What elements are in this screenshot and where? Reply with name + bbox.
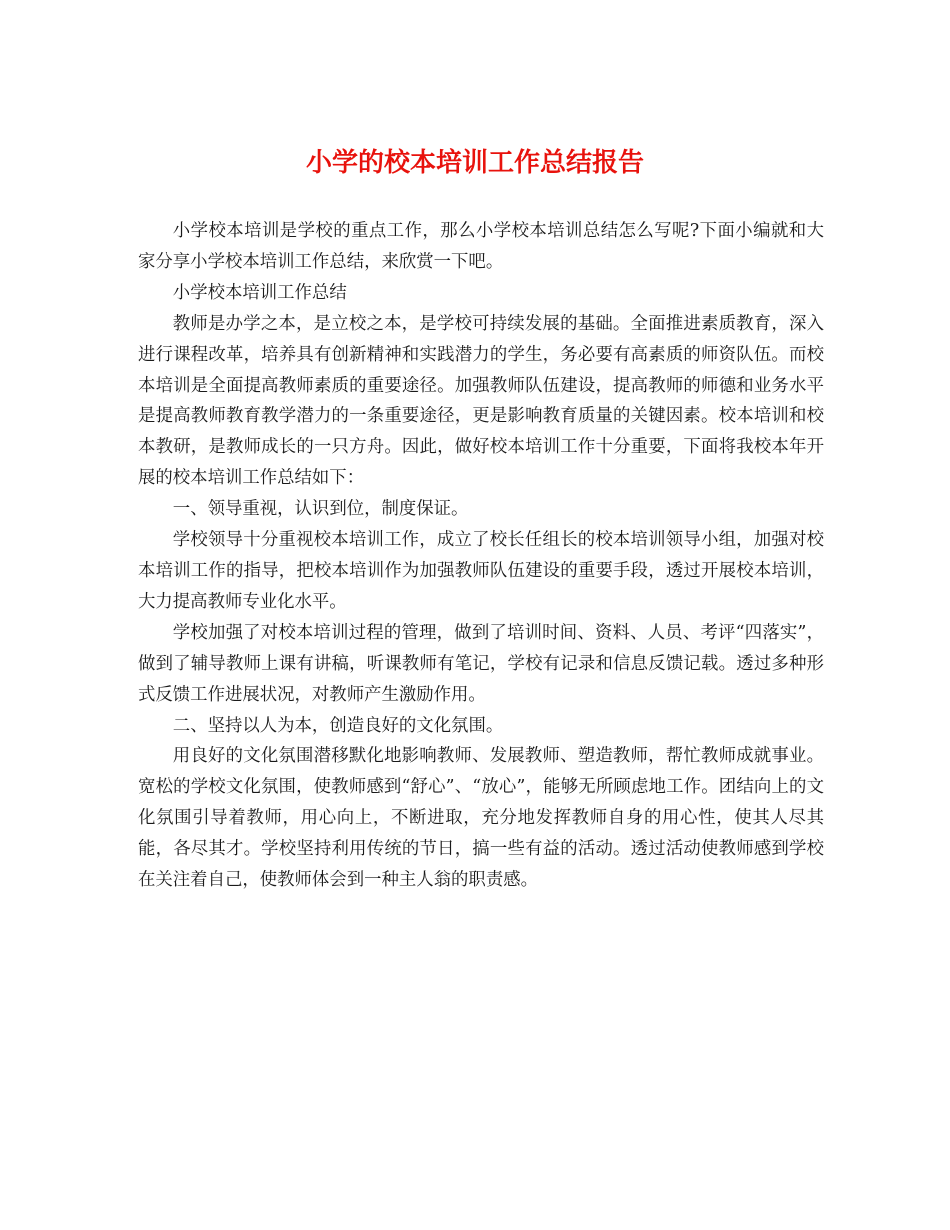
body-paragraph: 学校领导十分重视校本培训工作，成立了校长任组长的校本培训领导小组，加强对校本培训工作的指导，把校本培训作为加强教师队伍建设的重要手段，透过开展校本培训，大力提高教师专业化水平。 — [138, 530, 824, 612]
body-paragraph: 教师是办学之本，是立校之本，是学校可持续发展的基础。全面推进素质教育，深入进行课程改革，培养具有创新精神和实践潜力的学生，务必要有高素质的师资队伍。而校本培训是全面提高教师素质的重要途径。加强教师队伍建设，提高教师的师德和业务水平是提高教师教育教学潜力的一条重要途径，更是影响教育质量的关键因素。校本培训和校本教研，是教师成长的一只方舟。因此，做好校本培训工作十分重要，下面将我校本年开展的校本培训工作总结如下： — [138, 313, 824, 489]
body-paragraph: 用良好的文化氛围潜移默化地影响教师、发展教师、塑造教师，帮忙教师成就事业。宽松的学校文化氛围，使教师感到“舒心”、“放心”，能够无所顾虑地工作。团结向上的文化氛围引导着教师，用心向上，不断进取，充分地发挥教师自身的用心性，使其人尽其能，各尽其才。学校坚持利用传统的节日，搞一些有益的活动。透过活动使教师感到学校在关注着自己，使教师体会到一种主人翁的职责感。 — [138, 746, 824, 891]
document-body — [138, 216, 824, 896]
intro-paragraph: 小学校本培训是学校的重点工作，那么小学校本培训总结怎么写呢?下面小编就和大家分享小学校本培训工作总结，来欣赏一下吧。 — [138, 221, 824, 272]
section-heading: 一、领导重视，认识到位，制度保证。 — [172, 499, 469, 520]
section-heading: 二、坚持以人为本，创造良好的文化氛围。 — [172, 715, 504, 736]
document-title: 小学的校本培训工作总结报告 — [305, 148, 644, 178]
body-paragraph: 学校加强了对校本培训过程的管理，做到了培训时间、资料、人员、考评“四落实”，做到了辅导教师上课有讲稿，听课教师有笔记，学校有记录和信息反馈记载。透过多种形式反馈工作进展状况，对教师产生激励作用。 — [138, 622, 824, 705]
section-heading: 小学校本培训工作总结 — [172, 282, 347, 303]
